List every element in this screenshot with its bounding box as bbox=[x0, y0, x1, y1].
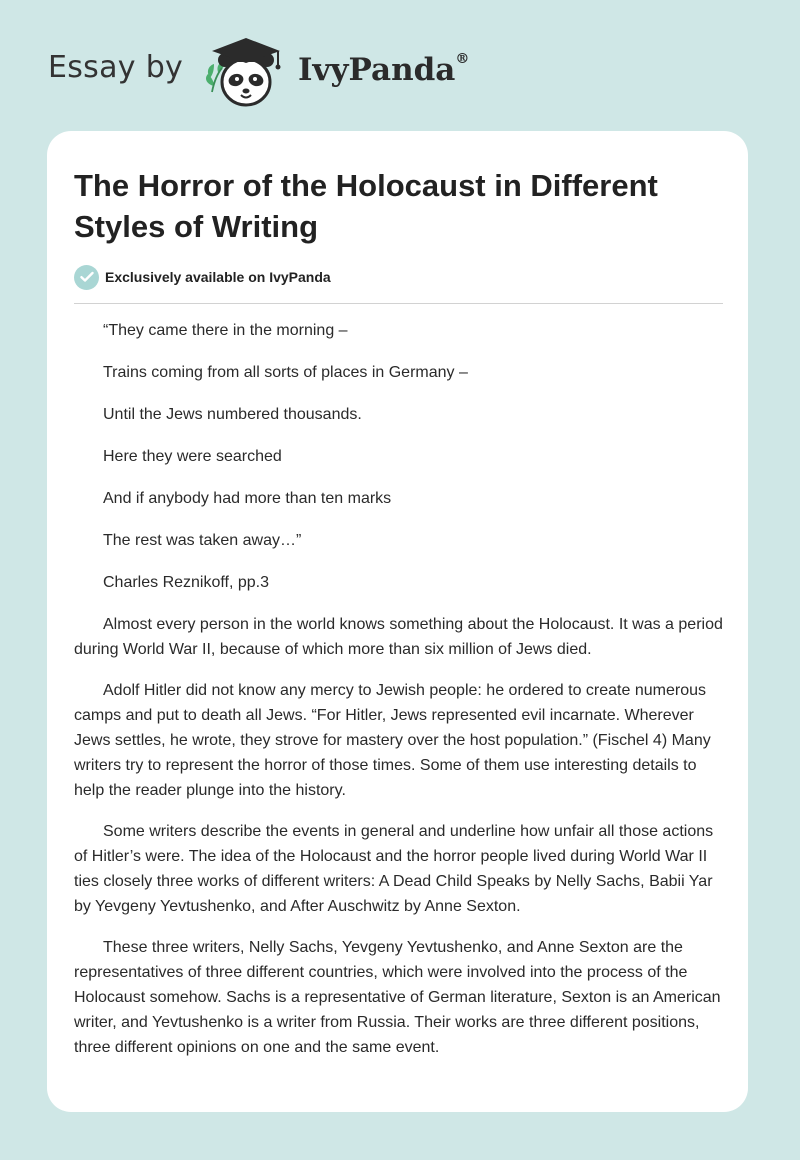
header-divider bbox=[74, 303, 723, 304]
body-paragraph: These three writers, Nelly Sachs, Yevgeny Yevtushenko, and Anne Sexton are the representatives of three different countries, which were involved into the process of the Holocaust somehow. Sachs is a representative of German literature, Sexton is an American writer, and Yevtushenko is a writer from Russia. Their works are three different positions, three different opinions on one and the same event. bbox=[74, 939, 721, 1056]
verse-line: And if anybody had more than ten marks bbox=[103, 490, 392, 507]
body-paragraph: Some writers describe the events in general and underline how unfair all those actions of Hitler’s were. The idea of the Holocaust and the horror people lived during World War II ties closely three works of different writers: A Dead Child Speaks by Nelly Sachs, Babii Yar by Yevgeny Yevtushenko, and After Auschwitz by Anne Sexton. bbox=[74, 823, 714, 915]
exclusive-badge bbox=[74, 264, 331, 290]
panda-logo-icon[interactable] bbox=[200, 32, 292, 110]
badge-label: Exclusively available on IvyPanda bbox=[105, 269, 331, 285]
verse-line: Trains coming from all sorts of places in Germany – bbox=[103, 364, 468, 381]
verse-line: Until the Jews numbered thousands. bbox=[103, 406, 362, 423]
verse-line: The rest was taken away…” bbox=[103, 532, 302, 549]
brand-name[interactable]: IvyPanda® bbox=[298, 50, 470, 88]
site-header bbox=[48, 30, 468, 110]
verse-line: Here they were searched bbox=[103, 448, 282, 465]
body-paragraph: Adolf Hitler did not know any mercy to Jewish people: he ordered to create numerous camps and put to death all Jews. “For Hitler, Jews represented evil incarnate. Wherever Jews settles, he wrote, they strove for mastery over the host population.” (Fischel 4) Many writers try to represent the horror of those times. Some of them use interesting details to help the reader plunge into the history. bbox=[74, 682, 711, 799]
body-paragraph: Almost every person in the world knows something about the Holocaust. It was a period during World War II, because of which more than six million of Jews died. bbox=[74, 616, 723, 658]
verse-citation: Charles Reznikoff, pp.3 bbox=[103, 574, 270, 591]
verse-line: “They came there in the morning – bbox=[103, 322, 348, 339]
essay-title: The Horror of the Holocaust in Different Styles of Writing bbox=[74, 168, 658, 244]
essay-body bbox=[74, 318, 726, 1076]
registered-mark: ® bbox=[455, 50, 470, 67]
essay-card bbox=[47, 131, 748, 1112]
brand-prefix: Essay by bbox=[48, 50, 184, 85]
check-circle-icon bbox=[74, 265, 99, 290]
